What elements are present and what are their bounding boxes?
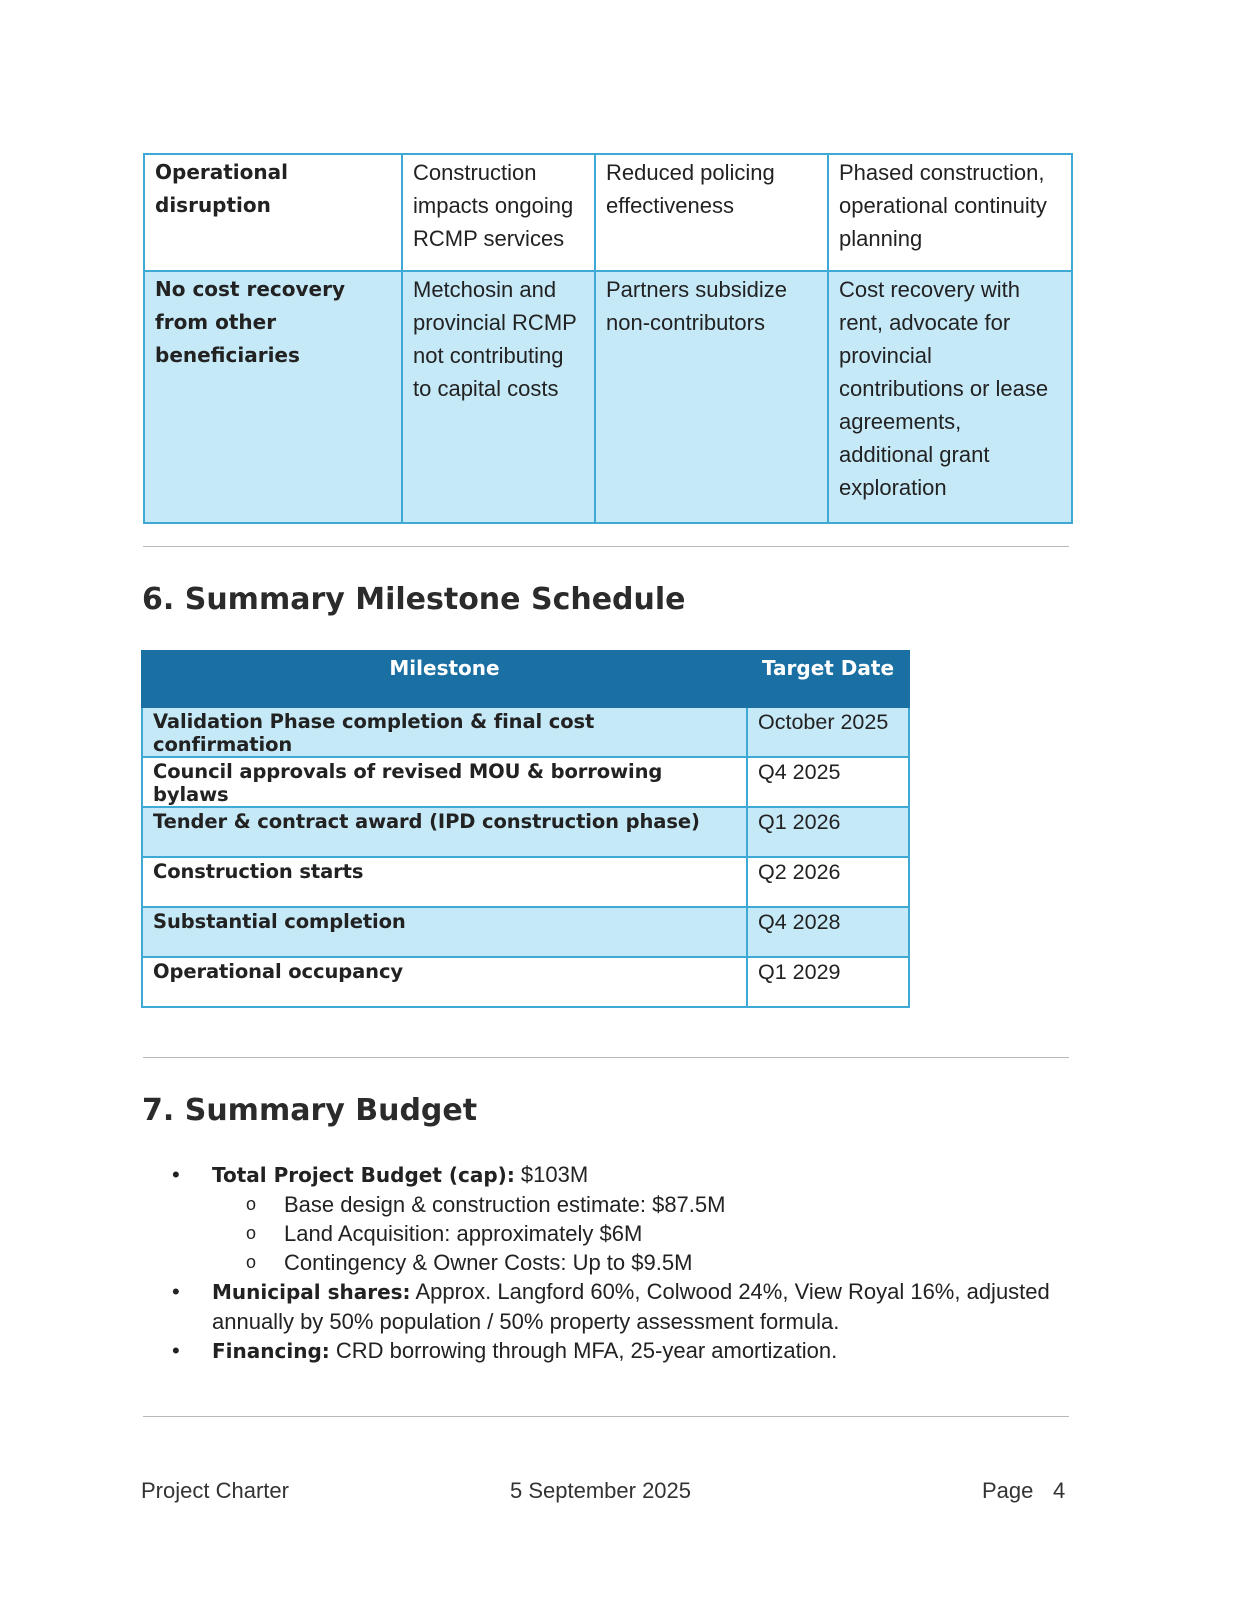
financing-text: CRD borrowing through MFA, 25-year amortization. xyxy=(329,1338,838,1363)
risk-impact: Partners subsidize non-contributors xyxy=(595,271,828,523)
table-row xyxy=(142,957,909,1007)
milestone-name: Validation Phase completion & final cost confirmation xyxy=(142,707,747,757)
financing-label: Financing: xyxy=(212,1339,330,1363)
budget-list xyxy=(172,1160,1072,1366)
table-row xyxy=(142,907,909,957)
municipal-shares-label: Municipal shares: xyxy=(212,1280,411,1304)
footer-page-number: 4 xyxy=(1053,1478,1066,1503)
circle-bullet-icon: o xyxy=(246,1252,257,1272)
list-item xyxy=(172,1277,1072,1336)
budget-sub-item: Base design & construction estimate: $87.5M xyxy=(284,1192,726,1217)
milestone-date: Q4 2025 xyxy=(747,757,909,807)
table-row xyxy=(144,271,1072,523)
circle-bullet-icon: o xyxy=(246,1223,257,1243)
milestone-name: Construction starts xyxy=(142,857,747,907)
milestone-date: Q1 2026 xyxy=(747,807,909,857)
list-item xyxy=(172,1160,1072,1277)
milestone-table xyxy=(141,650,910,1008)
milestone-date: Q1 2029 xyxy=(747,957,909,1007)
milestone-name: Operational occupancy xyxy=(142,957,747,1007)
table-row xyxy=(142,707,909,757)
milestone-name: Substantial completion xyxy=(142,907,747,957)
bullet-icon: • xyxy=(172,1162,180,1187)
budget-sub-item: Contingency & Owner Costs: Up to $9.5M xyxy=(284,1250,693,1275)
risk-cause: Construction impacts ongoing RCMP services xyxy=(402,154,595,271)
divider xyxy=(143,1416,1069,1417)
circle-bullet-icon: o xyxy=(246,1194,257,1214)
footer-date: 5 September 2025 xyxy=(510,1478,692,1503)
milestone-name: Council approvals of revised MOU & borrowing bylaws xyxy=(142,757,747,807)
list-item xyxy=(246,1219,1072,1248)
milestone-date: Q4 2028 xyxy=(747,907,909,957)
milestone-heading: 6. Summary Milestone Schedule xyxy=(142,582,686,617)
budget-heading: 7. Summary Budget xyxy=(142,1093,478,1128)
footer-title: Project Charter xyxy=(141,1478,289,1503)
risk-name: Operational disruption xyxy=(144,154,402,271)
milestone-date: October 2025 xyxy=(747,707,909,757)
table-row xyxy=(142,757,909,807)
column-header-target-date: Target Date xyxy=(747,651,909,707)
risk-mitigation: Cost recovery with rent, advocate for provincial contributions or lease agreements, additional grant exploration xyxy=(828,271,1072,523)
budget-sub-list xyxy=(212,1190,1072,1277)
risk-name: No cost recovery from other beneficiaries xyxy=(144,271,402,523)
milestone-date: Q2 2026 xyxy=(747,857,909,907)
bullet-icon: • xyxy=(172,1338,180,1363)
risk-table xyxy=(143,153,1073,524)
divider xyxy=(143,1057,1069,1058)
table-row xyxy=(142,857,909,907)
footer-page-label: Page xyxy=(982,1478,1034,1503)
column-header-milestone: Milestone xyxy=(142,651,747,707)
table-row xyxy=(144,154,1072,271)
list-item xyxy=(246,1248,1072,1277)
divider xyxy=(143,546,1069,547)
risk-mitigation: Phased construction, operational continuity planning xyxy=(828,154,1072,271)
bullet-icon: • xyxy=(172,1279,180,1304)
total-budget-value: $103M xyxy=(514,1162,589,1187)
list-item xyxy=(172,1336,1072,1366)
total-budget-label: Total Project Budget (cap): xyxy=(212,1163,515,1187)
risk-impact: Reduced policing effectiveness xyxy=(595,154,828,271)
table-row xyxy=(142,807,909,857)
list-item xyxy=(246,1190,1072,1219)
municipal-shares-text: Approx. Langford 60%, Colwood 24%, View Royal 16%, adjusted annually by 50% population / 50% property assessment formula. xyxy=(212,1279,1050,1334)
budget-sub-item: Land Acquisition: approximately $6M xyxy=(284,1221,643,1246)
risk-cause: Metchosin and provincial RCMP not contributing to capital costs xyxy=(402,271,595,523)
milestone-name: Tender & contract award (IPD construction phase) xyxy=(142,807,747,857)
table-header-row xyxy=(142,651,909,707)
